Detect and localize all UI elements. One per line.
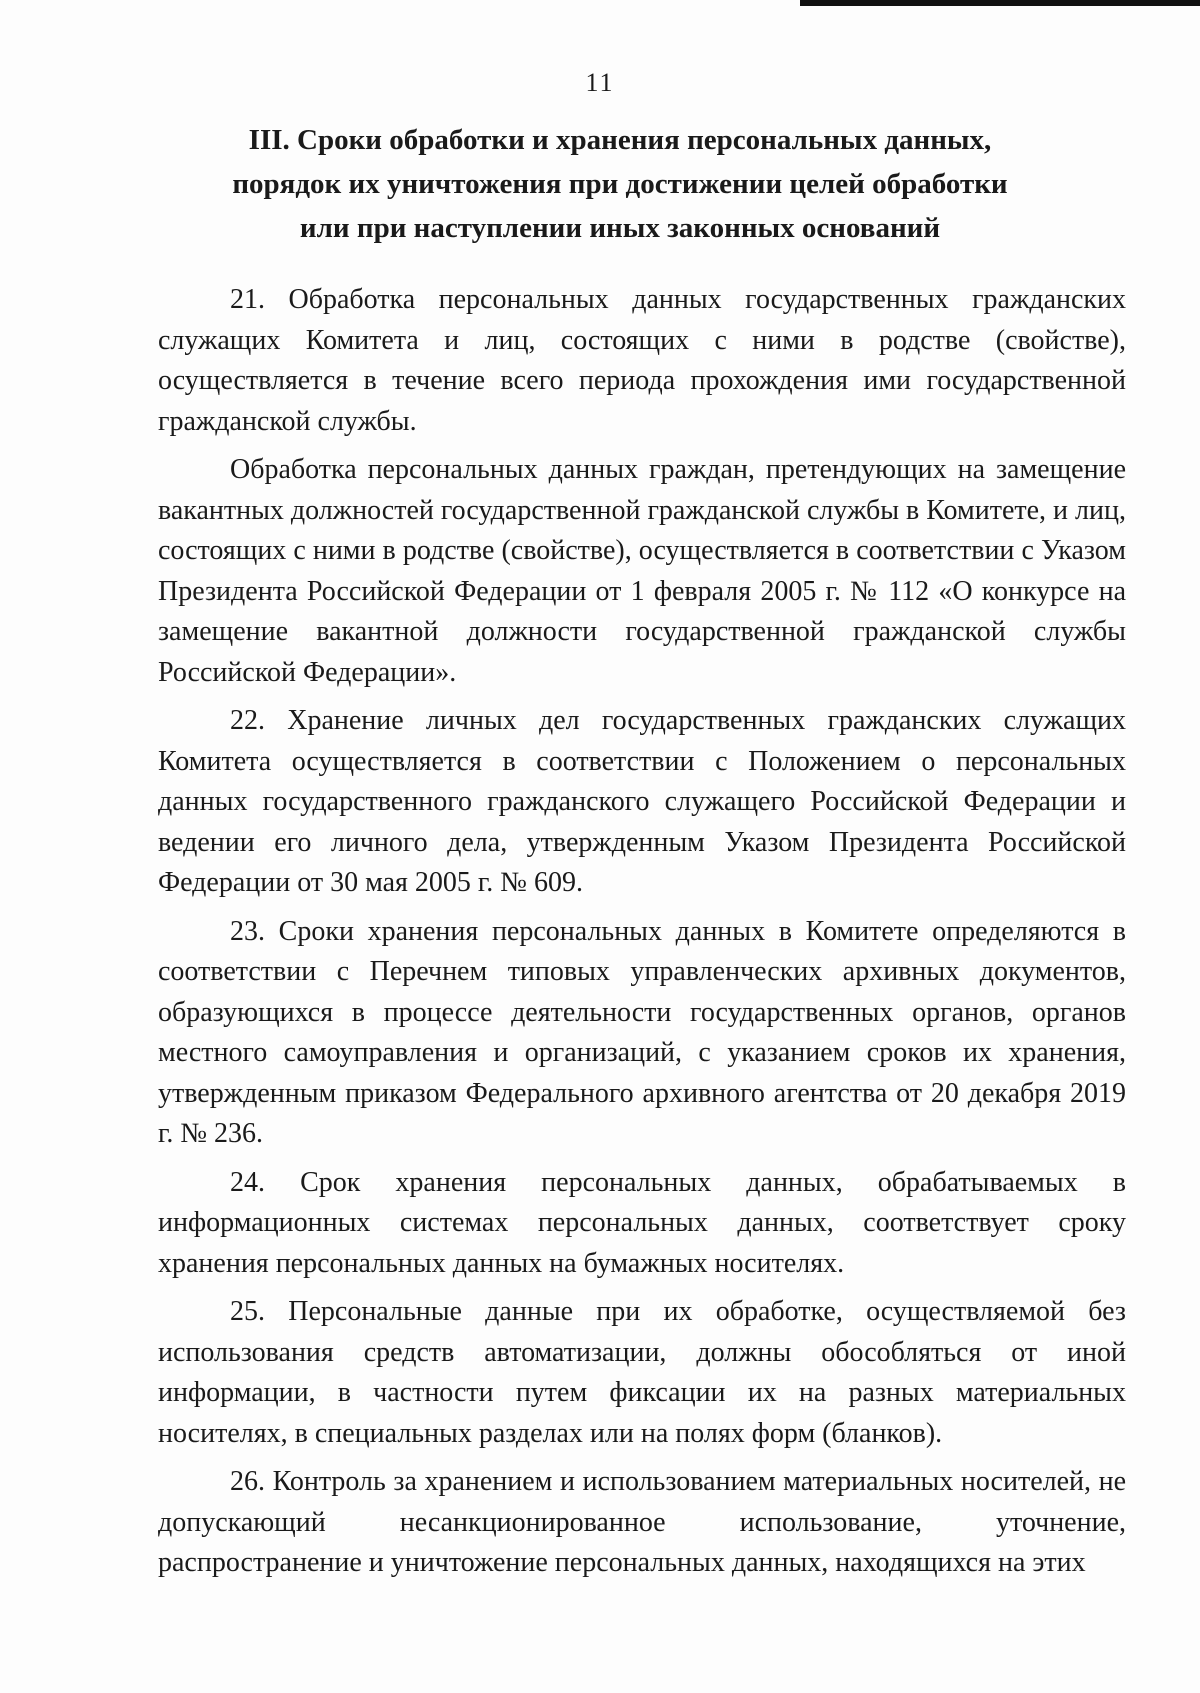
scan-edge-mark — [800, 0, 1200, 6]
paragraph-26: 26. Контроль за хранением и использованием материальных носителей, не допускающий несанкционированное использование, уточнение, распространение и уничтожение персональных данных, находящихся на этих — [158, 1466, 1126, 1578]
page-number: 11 — [585, 68, 615, 97]
section-heading-line-2: порядок их уничтожения при достижении целей обработки — [232, 168, 1008, 200]
paragraph-21: 21. Обработка персональных данных государственных гражданских служащих Комитета и лиц, состоящих с ними в родстве (свойстве), осуществляется в течение всего периода прохождения ими государственной гражданской службы. — [158, 284, 1126, 437]
section-heading — [190, 118, 1050, 250]
paragraph-25: 25. Персональные данные при их обработке, осуществляемой без использования средств автоматизации, должны обособляться от иной информации, в частности путем фиксации их на разных материальных носителях, в специальных разделах или на полях форм (бланков). — [158, 1296, 1126, 1449]
section-heading-line-1: III. Сроки обработки и хранения персональных данных, — [248, 124, 992, 156]
paragraph-22: 22. Хранение личных дел государственных гражданских служащих Комитета осуществляется в соответствии с Положением о персональных данных государственного гражданского служащего Российской Федерации и ведении его личного дела, утвержденным Указом Президента Российской Федерации от 30 мая 2005 г. № 609. — [158, 705, 1126, 898]
paragraph-24: 24. Срок хранения персональных данных, обрабатываемых в информационных системах персональных данных, соответствует сроку хранения персональных данных на бумажных носителях. — [158, 1166, 1126, 1279]
paragraph-21-continued: Обработка персональных данных граждан, претендующих на замещение вакантных должностей государственной гражданской службы в Комитете, и лиц, состоящих с ними в родстве (свойстве), осуществляется в соответствии с Указом Президента Российской Федерации от 1 февраля 2005 г. № 112 «О конкурсе на замещение вакантной должности государственной гражданской службы Российской Федерации». — [158, 454, 1126, 688]
document-body — [158, 280, 1126, 1584]
section-heading-line-3: или при наступлении иных законных оснований — [299, 212, 941, 244]
paragraph-23: 23. Сроки хранения персональных данных в Комитете определяются в соответствии с Перечнем типовых управленческих архивных документов, образующихся в процессе деятельности государственных органов, органов местного самоуправления и организаций, с указанием сроков их хранения, утвержденным приказом Федерального архивного агентства от 20 декабря 2019 г. № 236. — [158, 915, 1126, 1149]
